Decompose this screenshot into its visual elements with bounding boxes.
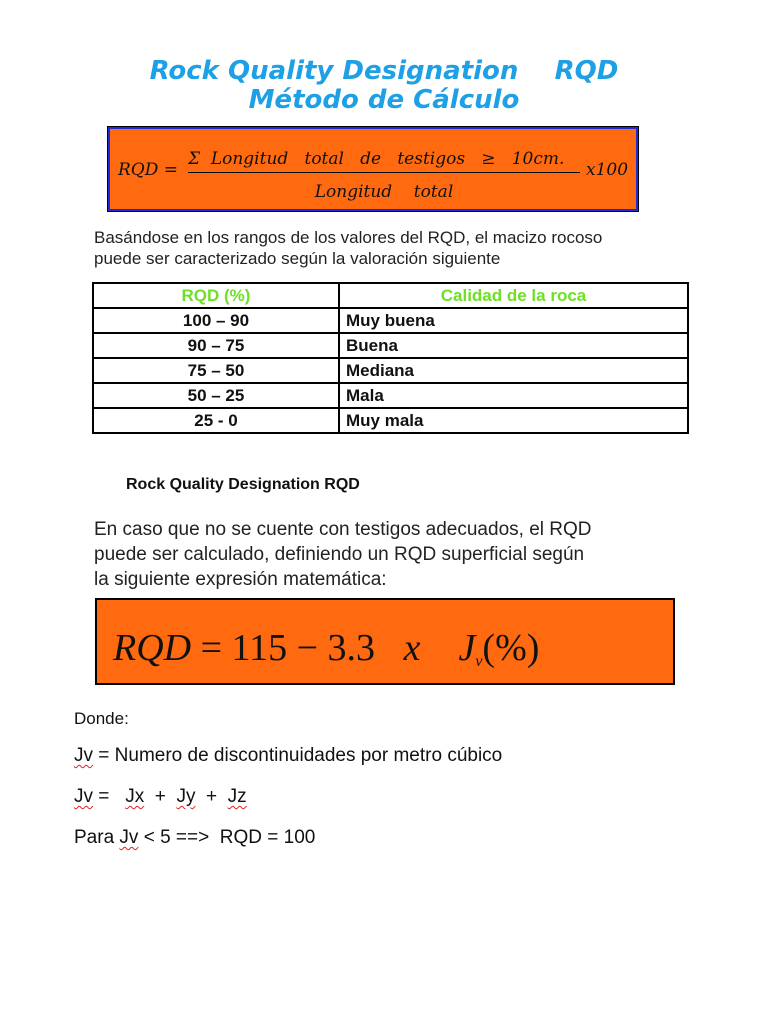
header-calidad: Calidad de la roca [339, 283, 688, 308]
section-heading: Rock Quality Designation RQD [126, 476, 360, 493]
jv-definition [74, 745, 502, 767]
jv-sum [74, 786, 247, 808]
f2-middle: = 115 − 3.3 [191, 627, 404, 669]
f2-rqd: RQD [113, 627, 192, 669]
fraction-bar [188, 172, 580, 173]
donde-label: Donde: [74, 709, 129, 728]
rock-quality: Muy mala [339, 408, 688, 433]
section-line-2: puede ser calculado, definiendo un RQD superficial según [94, 544, 585, 565]
intro-line-2: puede ser caracterizado según la valoración siguiente [94, 249, 501, 268]
intro-line-1: Basándose en los rangos de los valores del RQD, el macizo rocoso [94, 228, 603, 247]
sum-jy: Jy [176, 786, 196, 807]
rock-quality: Mala [339, 383, 688, 408]
jv-condition [74, 827, 315, 849]
jv-text: = Numero de discontinuidades por metro cúbico [93, 745, 503, 766]
f2-x: x [403, 627, 421, 669]
table-row [93, 333, 688, 358]
header-rqd: RQD (%) [93, 283, 339, 308]
sum-jv: Jv [74, 786, 93, 807]
table-row [93, 358, 688, 383]
table-header-row [93, 283, 688, 308]
table-row [93, 383, 688, 408]
para-text: < 5 ==> RQD = 100 [138, 827, 316, 848]
rqd-range: 90 – 75 [93, 333, 339, 358]
surface-rqd-formula [113, 626, 539, 671]
sum-plus-1: + [144, 786, 177, 807]
sum-eq: = [93, 786, 126, 807]
rqd-range: 50 – 25 [93, 383, 339, 408]
sum-jz: Jz [227, 786, 247, 807]
rqd-range: 100 – 90 [93, 308, 339, 333]
title-line-1: Rock Quality Designation RQD [149, 56, 619, 86]
formula-denominator: Longitud total [314, 182, 454, 202]
table-row [93, 308, 688, 333]
jv-term: Jv [74, 745, 93, 766]
table-row [93, 408, 688, 433]
para-jv: Jv [119, 827, 139, 848]
section-line-1: En caso que no se cuente con testigos adecuados, el RQD [94, 519, 592, 540]
sum-plus-2: + [195, 786, 228, 807]
rock-quality: Mediana [339, 358, 688, 383]
f2-j: J [458, 627, 476, 669]
rqd-range: 25 - 0 [93, 408, 339, 433]
rock-quality: Muy buena [339, 308, 688, 333]
rqd-formula-box [108, 127, 638, 211]
sum-jx: Jx [125, 786, 145, 807]
formula-multiplier: x100 [586, 160, 629, 180]
rqd-quality-table [92, 282, 689, 434]
surface-rqd-formula-box [95, 598, 675, 685]
title-line-2: Método de Cálculo [248, 85, 520, 115]
para-prefix: Para [74, 827, 120, 848]
rqd-range: 75 – 50 [93, 358, 339, 383]
f2-sub: v [475, 653, 483, 670]
rock-quality: Buena [339, 333, 688, 358]
formula-lhs: RQD = [118, 160, 179, 180]
formula-numerator: Σ Longitud total de testigos ≥ 10cm. [188, 149, 565, 169]
section-line-3: la siguiente expresión matemática: [94, 569, 387, 590]
f2-pct: (%) [482, 627, 540, 669]
